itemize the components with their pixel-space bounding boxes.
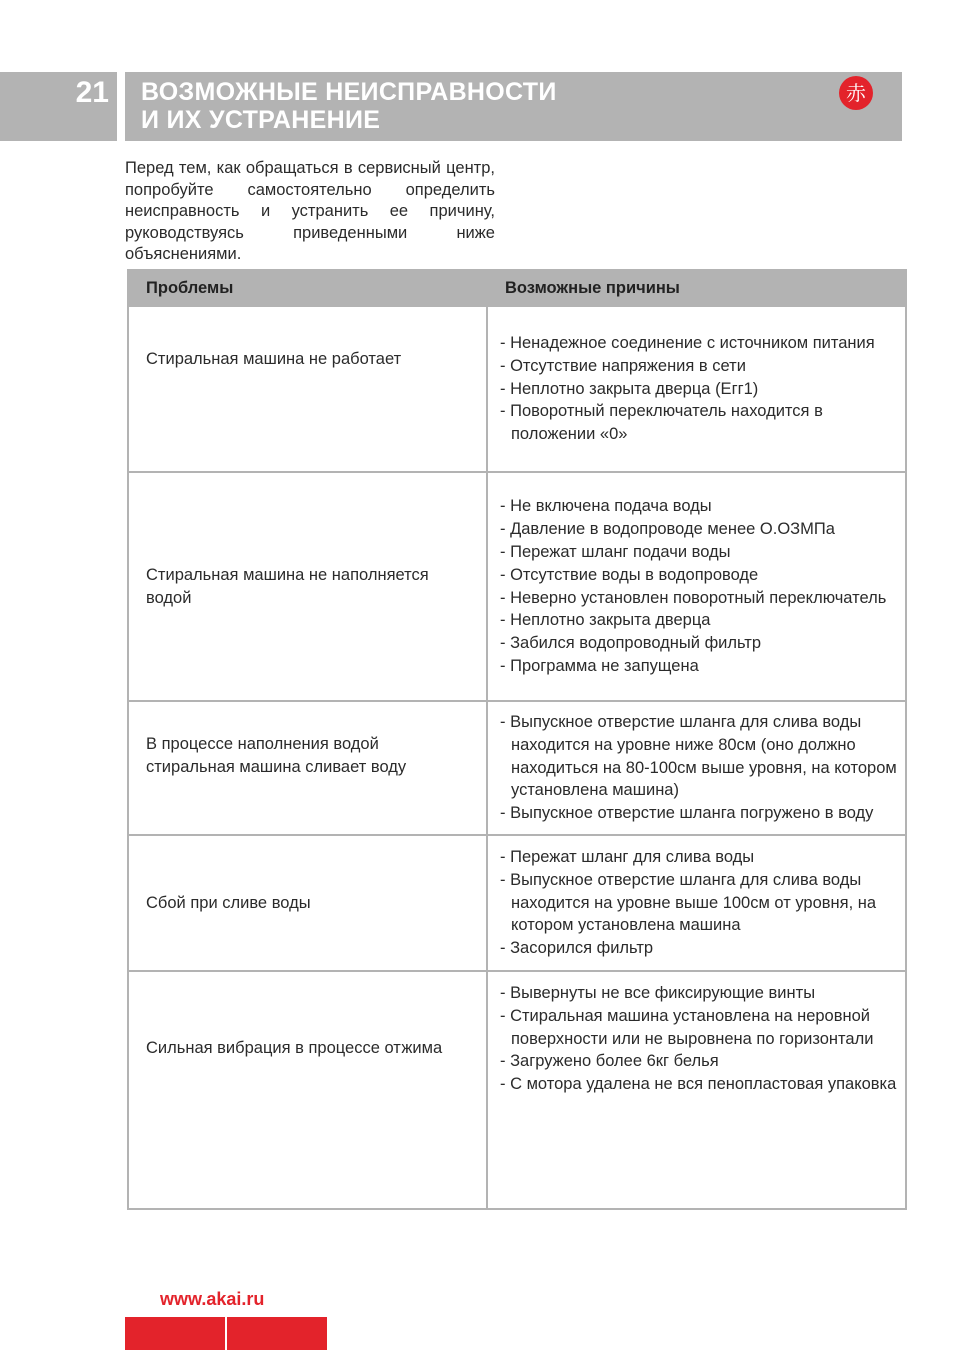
table-row <box>128 835 906 971</box>
cause-item: - Неплотно закрыта дверца (Егг1) <box>500 379 759 398</box>
footer-red-bar-right <box>227 1317 327 1350</box>
cause-item: - Отсутствие напряжения в сети <box>500 356 746 375</box>
cause-item: - Неплотно закрыта дверца <box>500 611 711 630</box>
cause-item: - Забился водопроводный фильтр <box>500 634 762 653</box>
column-header-causes: Возможные причины <box>487 270 906 306</box>
website-link[interactable]: www.akai.ru <box>160 1289 265 1309</box>
cause-item: - Пережат шланг для слива воды <box>500 848 755 866</box>
causes-cell <box>487 835 906 971</box>
cause-item: - Вывернуты не все фиксирующие винты <box>500 984 816 1002</box>
troubleshooting-table <box>127 269 907 1210</box>
cause-item: - Не включена подача воды <box>500 497 712 516</box>
cause-item: - Неверно установлен поворотный переключатель <box>500 588 887 607</box>
table-row <box>128 472 906 701</box>
cause-item: - Выпускное отверстие шланга для слива воды находится на уровне выше 100см от уровня, на котором установлена машина <box>500 870 877 935</box>
table-header-row <box>128 270 906 306</box>
causes-cell <box>487 971 906 1209</box>
section-title <box>141 78 557 134</box>
column-header-problems: Проблемы <box>128 270 487 306</box>
causes-cell <box>487 306 906 472</box>
section-title-line2: И ИХ УСТРАНЕНИЕ <box>141 106 381 134</box>
cause-item: - Давление в водопроводе менее О.ОЗМПа <box>500 520 835 539</box>
cause-item: - Поворотный переключатель находится в положении «0» <box>500 402 823 444</box>
cause-item: - Выпускное отверстие шланга для слива воды находится на уровне ниже 80см (оно должно находиться на 80-100см выше уровня, на котором установлена машина) <box>500 713 897 800</box>
problem-cell: Стиральная машина не наполняется водой <box>128 472 487 701</box>
page-number: 21 <box>0 72 117 141</box>
cause-item: - Отсутствие воды в водопроводе <box>500 565 759 584</box>
footer-red-bar-left <box>125 1317 225 1350</box>
section-header <box>125 72 902 141</box>
cause-item: - Стиральная машина установлена на неровной поверхности или не выровнена по горизонтали <box>500 1006 874 1048</box>
problem-cell: Сбой при сливе воды <box>128 835 487 971</box>
problem-cell: Сильная вибрация в процессе отжима <box>128 971 487 1209</box>
section-title-line1: ВОЗМОЖНЫЕ НЕИСПРАВНОСТИ <box>141 78 557 106</box>
intro-paragraph: Перед тем, как обращаться в сервисный центр, попробуйте самостоятельно определить неисправность и устранить ее причину, руководствуясь приведенными ниже объяснениями. <box>125 159 495 264</box>
causes-cell <box>487 472 906 701</box>
cause-item: - Загружено более 6кг белья <box>500 1052 719 1071</box>
problem-cell: Стиральная машина не работает <box>128 306 487 472</box>
causes-cell <box>487 701 906 835</box>
akai-logo-icon: 赤 <box>839 76 873 110</box>
table-row <box>128 701 906 835</box>
cause-item: - С мотора удалена не вся пенопластовая упаковка <box>500 1075 897 1094</box>
cause-item: - Программа не запущена <box>500 656 699 675</box>
cause-item: - Засорился фильтр <box>500 939 654 958</box>
table-row <box>128 306 906 472</box>
cause-item: - Пережат шланг подачи воды <box>500 542 731 561</box>
problem-cell: В процессе наполнения водой стиральная машина сливает воду <box>128 701 487 835</box>
cause-item: - Ненадежное соединение с источником питания <box>500 334 875 352</box>
table-row <box>128 971 906 1209</box>
cause-item: - Выпускное отверстие шланга погружено в воду <box>500 804 874 823</box>
